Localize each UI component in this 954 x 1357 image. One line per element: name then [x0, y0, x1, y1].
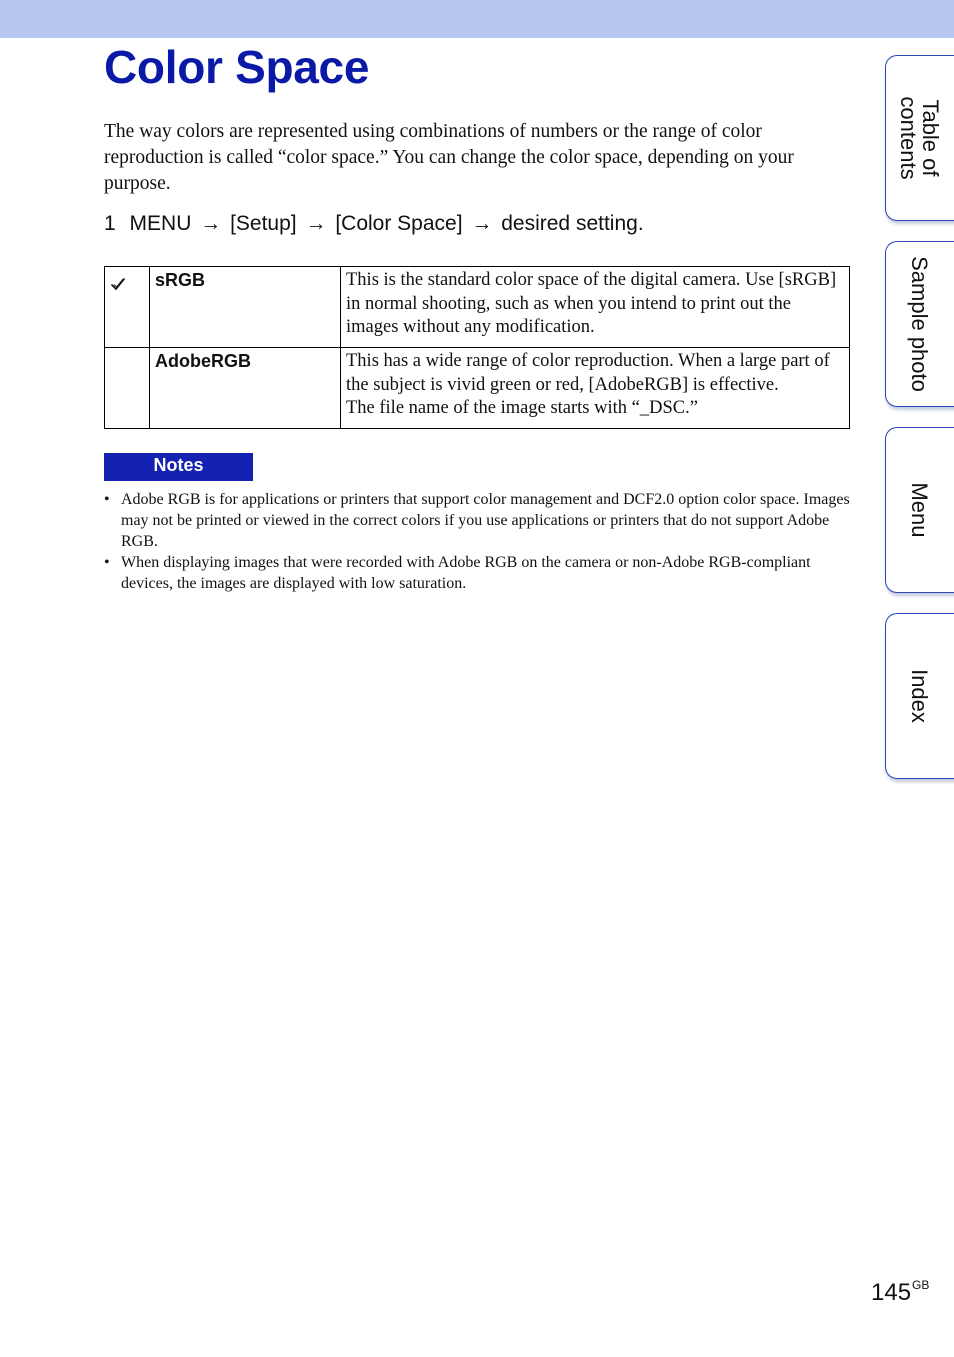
- tab-label-line: Sample photo: [907, 256, 932, 392]
- table-row: [105, 348, 850, 429]
- default-mark-cell: [105, 267, 150, 348]
- note-text: When displaying images that were recorded with Adobe RGB on the camera or non-Adobe RGB-compliant devices, the images are displayed with low saturation.: [121, 554, 811, 592]
- tab-label: [886, 56, 952, 220]
- tab-sample-photo[interactable]: [885, 241, 954, 407]
- setting-description: This is the standard color space of the digital camera. Use [sRGB] in normal shooting, such as when you intend to print out the images without any modification.: [341, 267, 850, 348]
- menu-step: [104, 212, 844, 236]
- table-row: [105, 267, 850, 348]
- default-check-icon: [110, 276, 126, 292]
- tab-label: [886, 242, 952, 406]
- tab-label-line: Table of: [918, 99, 943, 177]
- list-item: [104, 552, 852, 594]
- tab-label: [886, 614, 952, 778]
- description-line: The file name of the image starts with “_DSC.”: [346, 398, 698, 418]
- list-item: [104, 489, 852, 552]
- step-number: 1: [104, 212, 116, 235]
- note-text: Adobe RGB is for applications or printers that support color management and DCF2.0 option color space. Images may not be printed or viewed in the correct colors if you use applications or printers that do not support Adobe RGB.: [121, 491, 850, 550]
- page-number-suffix: GB: [912, 1278, 930, 1292]
- page-title: Color Space: [104, 41, 370, 93]
- default-mark-cell: [105, 348, 150, 429]
- step-menu: MENU: [129, 212, 192, 235]
- intro-paragraph: The way colors are represented using combinations of numbers or the range of color reproduction is called “color space.” You can change the color space, depending on your purpose.: [104, 121, 794, 194]
- notes-list: [104, 489, 852, 594]
- header-band: [0, 0, 954, 38]
- setting-name: sRGB: [150, 267, 341, 348]
- page-number: [871, 1278, 929, 1307]
- tab-label-line: contents: [896, 96, 921, 180]
- arrow-right-icon: →: [305, 212, 327, 235]
- tab-menu[interactable]: [885, 427, 954, 593]
- tab-index[interactable]: [885, 613, 954, 779]
- bullet-icon: •: [104, 554, 110, 571]
- arrow-right-icon: →: [200, 212, 222, 235]
- step-setup: [Setup]: [230, 212, 297, 235]
- step-desired-setting: desired setting.: [501, 212, 644, 235]
- settings-table: [104, 266, 850, 429]
- step-color-space: [Color Space]: [335, 212, 463, 235]
- setting-name: AdobeRGB: [150, 348, 341, 429]
- tab-label-line: Menu: [907, 482, 932, 538]
- tab-label: [886, 428, 952, 592]
- notes-header: Notes: [104, 453, 253, 481]
- tab-label-line: Index: [907, 669, 932, 723]
- arrow-right-icon: →: [471, 212, 493, 235]
- page-number-value: 145: [871, 1279, 912, 1306]
- description-line: This has a wide range of color reproduction. When a large part of the subject is vivid green or red, [AdobeRGB] is effective.: [346, 351, 830, 395]
- bullet-icon: •: [104, 491, 110, 508]
- tab-table-of-contents[interactable]: [885, 55, 954, 221]
- setting-description: [341, 348, 850, 429]
